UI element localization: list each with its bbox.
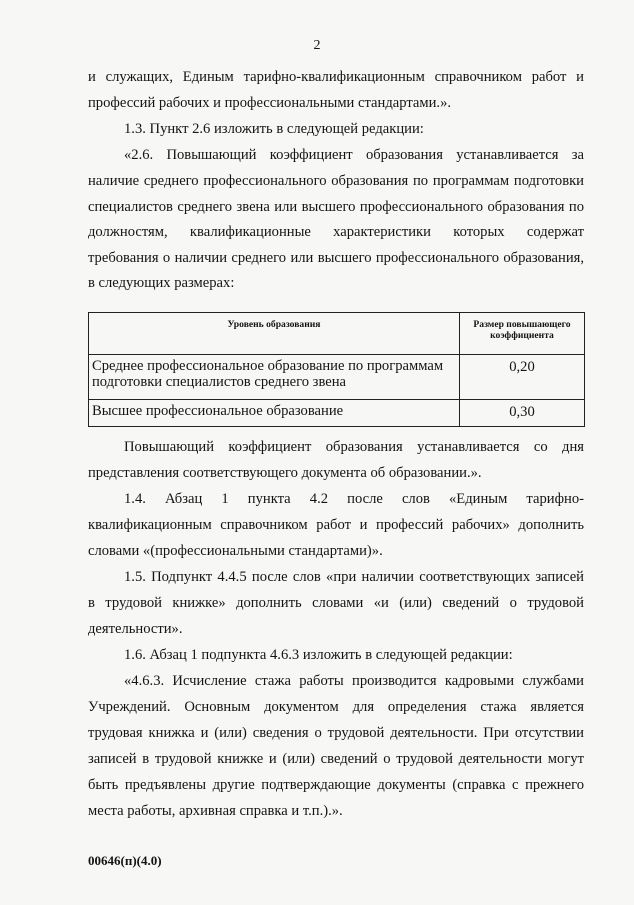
table-cell-value: 0,20 [460, 355, 585, 400]
text-line: записей в трудовой книжке и (или) сведений о трудовой деятельности могут [88, 751, 584, 767]
coefficient-table [88, 312, 585, 427]
table-row [89, 400, 585, 427]
text-line: 1.5. Подпункт 4.4.5 после слов «при наличии соответствующих записей [124, 569, 584, 585]
text-line: деятельности». [88, 621, 183, 637]
table-cell-level: Высшее профессиональное образование [89, 400, 460, 427]
table-header-coefficient: Размер повышающего коэффициента [460, 313, 585, 355]
text-line: в трудовой книжке» дополнить словами «и (или) сведений о трудовой [88, 595, 584, 611]
text-line: места работы, архивная справка и т.п.).». [88, 803, 343, 819]
table-cell-value: 0,30 [460, 400, 585, 427]
text-line: быть предъявлены другие подтверждающие документы (справка с прежнего [88, 777, 584, 793]
table-row [89, 355, 585, 400]
page-number: 2 [313, 38, 321, 53]
text-line: «4.6.3. Исчисление стажа работы производится кадровыми службами [124, 673, 584, 689]
text-line: профессий рабочих и профессиональными стандартами.». [88, 95, 452, 111]
text-line: квалификационным справочником работ и профессий рабочих» дополнить [88, 517, 584, 533]
text-line: специалистов среднего звена или высшего профессионального образования по [88, 199, 584, 215]
text-line: «2.6. Повышающий коэффициент образования устанавливается за [124, 147, 584, 163]
text-line: Повышающий коэффициент образования устанавливается со дня [124, 439, 584, 455]
text-line: 1.6. Абзац 1 подпункта 4.6.3 изложить в следующей редакции: [124, 647, 513, 663]
text-line: словами «(профессиональными стандартами)». [88, 543, 383, 559]
text-line: 1.4. Абзац 1 пункта 4.2 после слов «Единым тарифно- [124, 491, 584, 507]
text-line: 1.3. Пункт 2.6 изложить в следующей редакции: [124, 121, 424, 137]
text-line: должностям, квалификационные характеристики которых содержат [88, 224, 584, 240]
text-line: наличие среднего профессионального образования по программам подготовки [88, 173, 584, 189]
text-line: трудовая книжка и (или) сведения о трудовой деятельности. При отсутствии [88, 725, 584, 741]
text-line: и служащих, Единым тарифно-квалификационным справочником работ и [88, 69, 584, 85]
table-cell-level: Среднее профессиональное образование по программам подготовки специалистов среднего звена [89, 355, 460, 400]
text-line: требования о наличии среднего или высшего профессионального образования, [88, 250, 584, 266]
text-line: Учреждений. Основным документом для определения стажа является [88, 699, 584, 715]
table-header-level: Уровень образования [89, 313, 460, 355]
document-code: 00646(п)(4.0) [88, 853, 162, 868]
text-line: в следующих размерах: [88, 275, 235, 291]
text-line: представления соответствующего документа об образовании.». [88, 465, 482, 481]
